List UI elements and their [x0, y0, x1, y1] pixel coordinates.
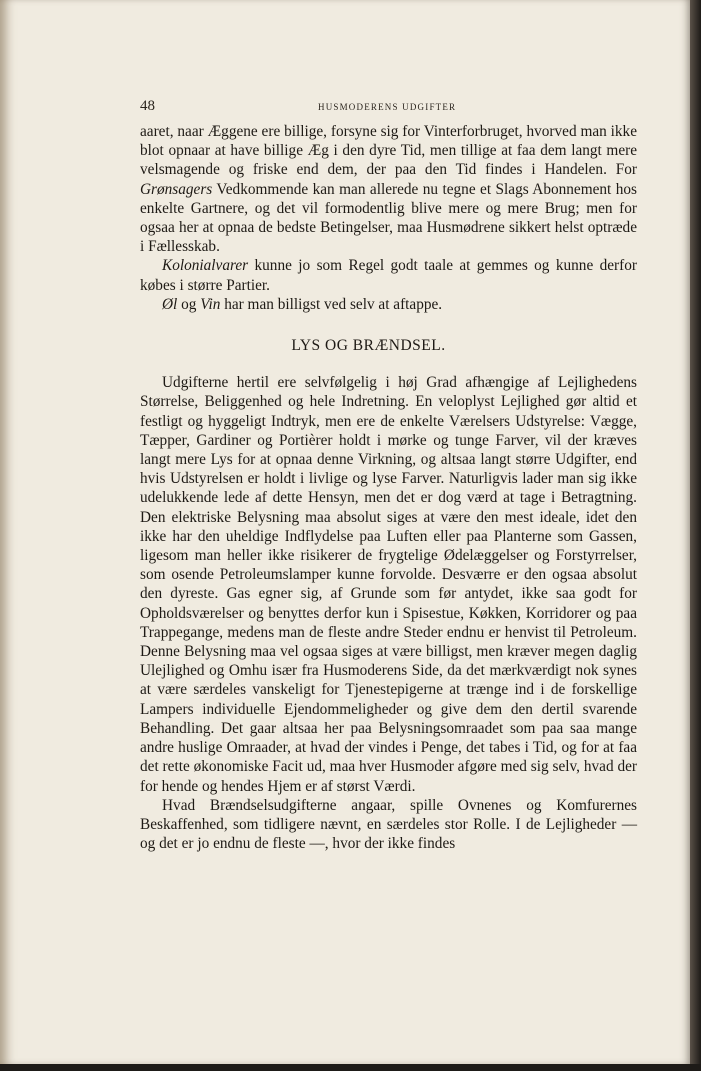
running-head: [140, 98, 640, 118]
paragraph-3-mid: og: [177, 295, 201, 313]
page-number: 48: [140, 98, 155, 114]
paragraph-1-italic: Grønsagers: [140, 180, 213, 198]
running-title: HUSMODERENS UDGIFTER: [318, 102, 457, 112]
paragraph-3-text: har man billigst ved selv at aftappe.: [220, 295, 443, 313]
paragraph-1: [140, 122, 637, 256]
paragraph-3-italic-1: Øl: [162, 295, 178, 313]
paragraph-5: Hvad Brændselsudgifterne angaar, spille Ovnenes og Komfurernes Beskaffenhed, som tidligere nævnt, en særdeles stor Rolle. I de Lejligheder — og det er jo endnu de fleste —, hvor der ikke findes: [140, 796, 637, 853]
paragraph-1-text-end: Vedkommende kan man allerede nu tegne et Slags Abonnement hos enkelte Gartnere, og det vil formodentlig blive mere og mere Brug; men for ogsaa her at opnaa de bedste Betingelser, maa Husmødrene sikkert helst optræde i Fællesskab.: [140, 180, 637, 256]
section-heading: LYS OG BRÆNDSEL.: [291, 337, 446, 355]
paragraph-1-text: aaret, naar Æggene ere billige, forsyne sig for Vinterforbruget, hvorved man ikke blot opnaar at have billige Æg i den dyre Tid, men tillige at faa dem langt mere velsmagende og friske end dem, der paa den Tid findes i Handelen. For: [140, 123, 637, 179]
paragraph-2-italic: Kolonialvarer: [162, 257, 249, 275]
paragraph-2: [140, 256, 637, 294]
book-spine-edge: [690, 0, 701, 1071]
body-text: [140, 122, 637, 853]
page-bottom-edge: [0, 1064, 701, 1071]
paragraph-3: [140, 295, 637, 314]
paragraph-3-italic-2: Vin: [200, 295, 221, 313]
paragraph-4: Udgifterne hertil ere selvfølgelig i høj Grad afhængige af Lejlighedens Størrelse, Beliggenhed og hele Indretning. En veloplyst Lejlighed gør altid et festligt og hyggeligt Indtryk, men ere de enkelte Værelsers Udstyrelse: Vægge, Tæpper, Gardiner og Portièrer holdt i mørke og tunge Farver, vil der kræves langt mere Lys for at opnaa denne Virkning, og altsaa langt større Udgifter, end hvis Udstyrelsen er holdt i livlige og lyse Farver. Naturligvis lader man sig ikke udelukkende lede af dette Hensyn, men det er dog værd at tage i Betragtning. Den elektriske Belysning maa absolut siges at være den mest ideale, idet den ikke har den uheldige Indflydelse paa Luften eller paa Planterne som Gassen, ligesom man heller ikke risikerer de frygtelige Ødelæggelser og Forstyrrelser, som osende Petroleumslamper kunne forvolde. Desværre er den ogsaa absolut den dyreste. Gas egner sig, af Grunde som før antydet, ikke saa godt for Opholdsværelser og benyttes derfor kun i Spisestue, Køkken, Korridorer og paa Trappegange, medens man de fleste andre Steder endnu er henvist til Petroleum. Denne Belysning maa vel ogsaa siges at være billigst, men kræver megen daglig Ulejlighed og Omhu især fra Husmoderens Side, da det mærkværdigt nok synes at være særdeles vanskeligt for Tjenestepigerne at trænge ind i de forskellige Lampers individuelle Ejendommeligheder og give dem den dertil svarende Behandling. Det gaar altsaa her paa Belysningsomraadet som paa saa mange andre huslige Omraader, at hvad der vindes i Penge, det tabes i Tid, og for at faa det rette økonomiske Facit ud, maa hver Husmoder afgøre med sig selv, hvad der for hende og hendes Hjem er af størst Værdi.: [140, 374, 637, 795]
paragraph-2-text: kunne jo som Regel godt taale at gemmes og kunne derfor købes i større Partier.: [140, 257, 637, 294]
